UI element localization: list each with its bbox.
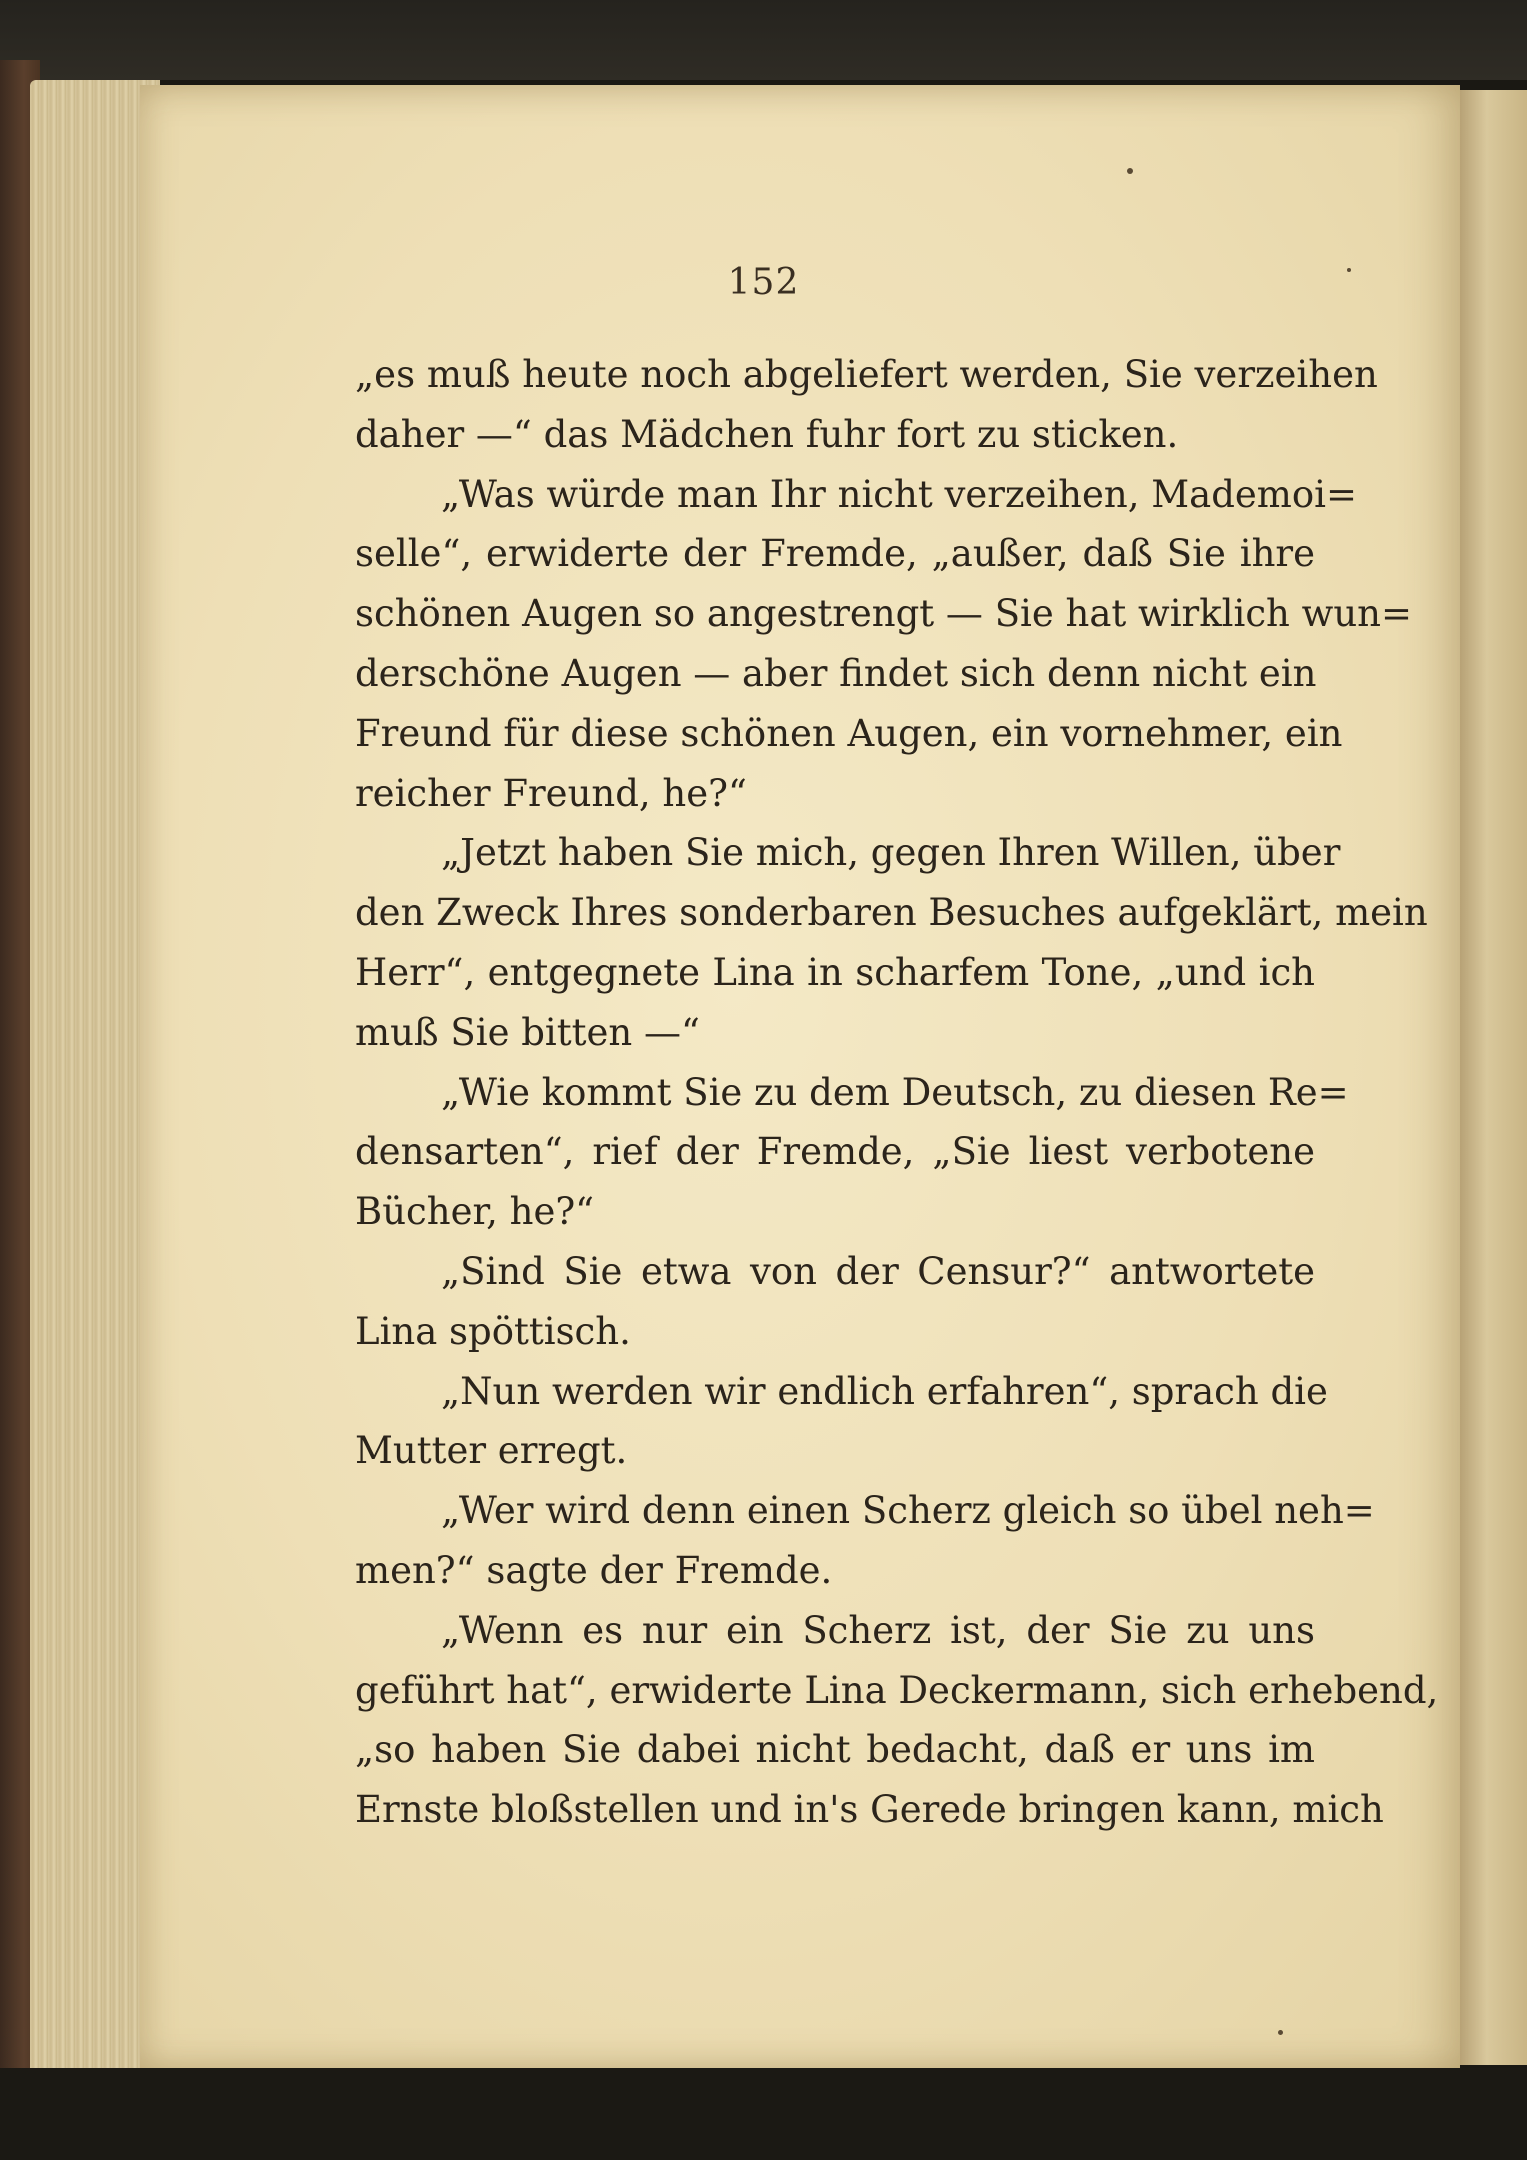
text-line: „Wer wird denn einen Scherz gleich so übel neh= [441,1489,1375,1533]
paper-speck [1127,168,1133,174]
scanner-top-edge [0,0,1527,80]
text-line: Bücher, he?“ [355,1190,595,1234]
text-line: Lina spöttisch. [355,1309,631,1353]
body-text [355,345,1439,1840]
book-gutter [1460,90,1527,2065]
text-line: derschöne Augen — aber findet sich denn nicht ein [355,651,1317,695]
text-line: „Wie kommt Sie zu dem Deutsch, zu diesen Re= [441,1070,1349,1114]
text-line: „so haben Sie dabei nicht bedacht, daß er uns im [355,1728,1315,1772]
text-line: „Jetzt haben Sie mich, gegen Ihren Willen, über [441,831,1341,875]
text-line: muß Sie bitten —“ [355,1010,700,1054]
text-line: „Wenn es nur ein Scherz ist, der Sie zu uns [441,1608,1315,1652]
text-line: „Was würde man Ihr nicht verzeihen, Mademoi= [441,472,1357,516]
text-line: Ernste bloßstellen und in's Gerede bringen kann, mich [355,1788,1384,1832]
text-line: schönen Augen so angestrengt — Sie hat wirklich wun= [355,592,1412,636]
text-line: den Zweck Ihres sonderbaren Besuches aufgeklärt, mein [355,891,1428,935]
text-line: daher —“ das Mädchen fuhr fort zu sticken. [355,412,1179,456]
scanner-bottom-edge [0,2068,1527,2160]
text-line: geführt hat“, erwiderte Lina Deckermann, sich erhebend, [355,1668,1439,1712]
text-line: „Sind Sie etwa von der Censur?“ antwortete [441,1249,1315,1293]
text-line: Freund für diese schönen Augen, ein vornehmer, ein [355,711,1343,755]
text-line: reicher Freund, he?“ [355,771,747,815]
text-line: Mutter erregt. [355,1429,628,1473]
text-line: „es muß heute noch abgeliefert werden, Sie verzeihen [355,353,1378,396]
text-line: men?“ sagte der Fremde. [355,1548,833,1592]
text-line: „Nun werden wir endlich erfahren“, sprach die [441,1369,1328,1413]
text-line: Herr“, entgegnete Lina in scharfem Tone, „und ich [355,950,1315,994]
page-number: 152 [727,262,800,303]
paper-speck [1278,2030,1283,2035]
text-line: selle“, erwiderte der Fremde, „außer, daß Sie ihre [355,532,1315,576]
text-line: densarten“, rief der Fremde, „Sie liest verbotene [355,1130,1315,1174]
